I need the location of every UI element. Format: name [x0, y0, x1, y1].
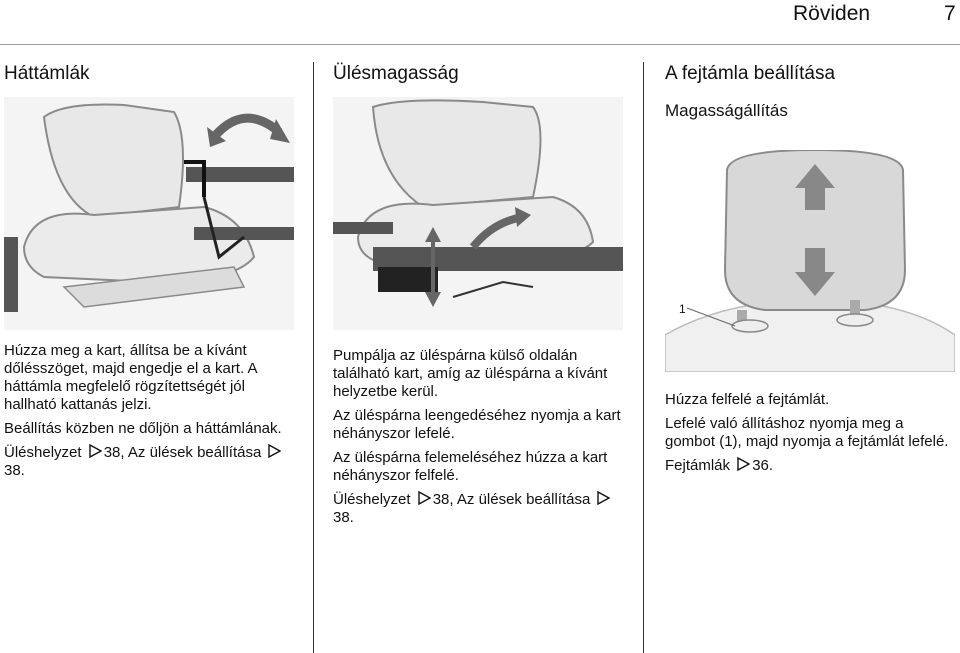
subheading-height-adjustment: Magasságállítás: [665, 101, 788, 120]
reference-label: Üléshelyzet: [4, 444, 86, 461]
reference-label: Üléshelyzet: [333, 491, 415, 508]
paragraph: Az üléspárna felemeléséhez húzza a kart néhányszor felfelé.: [333, 449, 608, 484]
paragraph: Pumpálja az üléspárna külső oldalán található kart, amíg az üléspárna a kívánt helyzetbe kerül.: [333, 347, 608, 400]
seat-height-instructions: [333, 347, 633, 533]
column-headrest: [665, 62, 957, 122]
column-divider: [643, 62, 644, 653]
column-seat-height: [333, 62, 633, 86]
headrest-instructions: [665, 391, 957, 481]
figure-callout-1: 1: [679, 302, 686, 316]
page-number: 7: [944, 2, 956, 25]
page-reference-icon: [597, 491, 610, 505]
column-backrest: [4, 62, 296, 86]
paragraph: Húzza meg a kart, állítsa be a kívánt dőlésszöget, majd engedje el a kart. A háttámla megfelelő rögzítettségét jól hallható kattanás jelzi.: [4, 342, 257, 413]
page-reference-icon: [737, 457, 750, 471]
paragraph: Húzza felfelé a fejtámlát.: [665, 391, 830, 408]
reference-link[interactable]: 38.: [4, 462, 25, 479]
section-title: Röviden: [793, 2, 871, 25]
paragraph: Beállítás közben ne dőljön a háttámlának.: [4, 420, 282, 437]
headrest-illustration: [665, 150, 955, 372]
cross-reference: [333, 491, 633, 527]
page-reference-icon: [89, 444, 102, 458]
reference-label: Fejtámlák: [665, 457, 735, 474]
header-rule: [0, 44, 960, 45]
heading-seat-height: Ülésmagasság: [333, 63, 459, 84]
reference-link[interactable]: 38, Az ülések beállítása: [432, 491, 595, 508]
backrest-illustration: [4, 97, 294, 330]
reference-link[interactable]: 36.: [752, 457, 774, 474]
cross-reference: [665, 457, 957, 475]
seat-height-illustration: [333, 97, 623, 330]
reference-link[interactable]: 38.: [333, 509, 354, 526]
page-reference-icon: [418, 491, 431, 505]
backrest-instructions: [4, 342, 296, 486]
page-header: [0, 0, 960, 46]
column-divider: [313, 62, 314, 653]
paragraph: Az üléspárna leengedéséhez nyomja a kart néhányszor lefelé.: [333, 407, 621, 442]
page-reference-icon: [268, 444, 281, 458]
reference-link[interactable]: 38, Az ülések beállítása: [103, 444, 266, 461]
paragraph: Lefelé való állításhoz nyomja meg a gombot (1), majd nyomja a fejtámlát lefelé.: [665, 415, 949, 450]
heading-headrest: A fejtámla beállítása: [665, 63, 836, 84]
heading-backrest: Háttámlák: [4, 63, 90, 84]
cross-reference: [4, 444, 296, 480]
